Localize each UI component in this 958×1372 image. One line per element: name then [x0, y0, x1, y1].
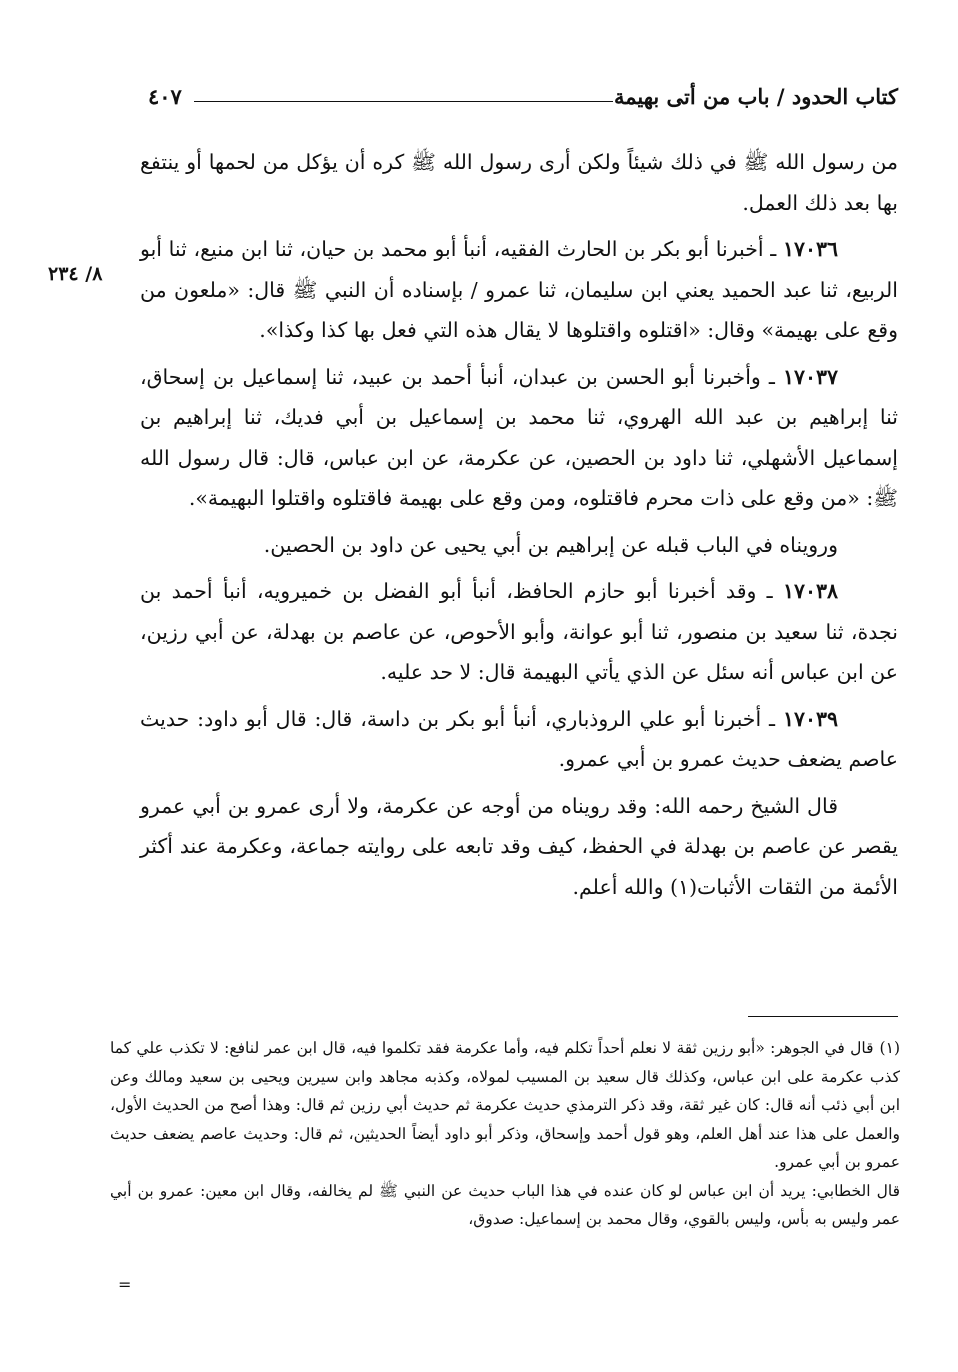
paragraph-text: ـ أخبرنا أبو بكر بن الحارث الفقيه، أنبأ أبو محمد بن حيان، ثنا ابن منيع، ثنا أبو الربيع، ثنا عبد الحميد يعني ابن سليمان، ثنا عمرو / بإسناده أن النبي ﷺ قال: «ملعون من وقع على بهيمة» وقال: «اقتلوه واقتلوها لا يقال هذه التي فعل بها كذا وكذا».: [140, 237, 898, 342]
hadith-number: ١٧٠٣٨: [782, 579, 838, 603]
footnote-number: (١): [879, 1039, 900, 1057]
hadith-paragraph: [140, 571, 898, 693]
paragraph-text: ورويناه في الباب قبله عن إبراهيم بن أبي يحيى عن داود بن الحصين.: [263, 532, 838, 557]
paragraph-text: ـ وأخبرنا أبو الحسن بن عبدان، أنبأ أحمد بن عبيد، ثنا إسماعيل بن إسحاق، ثنا إبراهيم بن عبد الله الهروي، ثنا محمد بن إسماعيل بن أبي فديك، ثنا إبراهيم بن إسماعيل الأشهلي، ثنا داود بن الحصين، عن عكرمة، عن ابن عباس، قال: قال رسول الله ﷺ: «من وقع على ذات محرم فاقتلوه، ومن وقع على بهيمة فاقتلوه واقتلوا البهيمة».: [140, 364, 898, 510]
footnote-rule: [748, 1016, 898, 1017]
hadith-number: ١٧٠٣٧: [782, 364, 838, 389]
footnote-continuation: [110, 1177, 900, 1234]
running-title: كتاب الحدود / باب من أتى بهيمة: [613, 84, 898, 109]
footnote-text: قال في الجوهر: «أبو رزين ثقة لا نعلم أحداً تكلم فيه، وأما عكرمة فقد تكلموا فيه، قال ابن عمر لنافع: لا تكذب علي كما كذب عكرمة على ابن عباس، وكذلك قال سعيد بن المسيب لمولاه، وكذبه مجاهد وابن سيرين ويحيى بن سعيد ومالك وعن ابن أبي ذئب أنه قال: كان غير ثقة، وقد ذكر الترمذي حديث عكرمة ثم حديث أبي رزين ثم قال: وهذا أصح من الحديث الأول، والعمل على هذا عند أهل العلم، وهو قول أحمد وإسحاق، وذكر أبو داود أيضاً الحديثين، ثم قال: وحديث عاصم يضعف حديث عمرو بن أبي عمرو.: [110, 1039, 900, 1171]
paragraph-text: من رسول الله ﷺ في ذلك شيئاً ولكن أرى رسول الله ﷺ كره أن يؤكل من لحمها أو ينتفع بها بعد ذلك العمل.: [140, 150, 898, 215]
paragraph-text: قال الشيخ رحمه الله: وقد رويناه من أوجه عن عكرمة، ولا أرى عمرو بن أبي عمرو يقصر عن عاصم بن بهدلة في الحفظ، كيف وقد تابعه على روايته جماعة، وعكرمة عند أكثر الأئمة من الثقات الأثبات(١) والله أعلم.: [140, 793, 898, 899]
paragraph: [140, 786, 898, 908]
paragraph-text: ـ وقد أخبرنا أبو حازم الحافظ، أنبأ أبو الفضل بن خميرويه، أنبأ أحمد بن نجدة، ثنا سعيد بن منصور، ثنا أبو عوانة، وأبو الأحوص، عن عاصم بن بهدلة، عن أبي رزين، عن ابن عباس أنه سئل عن الذي يأتي البهيمة قال: لا حد عليه.: [140, 579, 898, 684]
hadith-number: ١٧٠٣٩: [782, 706, 838, 731]
hadith-paragraph: [140, 699, 898, 780]
continuation-mark: =: [118, 1275, 132, 1294]
footnotes: [110, 1034, 900, 1234]
hadith-number: ١٧٠٣٦: [782, 237, 838, 261]
page-number: ٤٠٧: [148, 84, 182, 109]
hadith-paragraph: [140, 229, 898, 351]
paragraph: [140, 142, 898, 223]
footnote-text: قال الخطابي: يريد أن ابن عباس لو كان عنده في هذا الباب حديث عن النبي ﷺ لم يخالفه، وقال ابن معين: عمرو بن أبي عمر وليس به بأس، وليس بالقوي، وقال محمد بن إسماعيل: صدوق،: [110, 1181, 900, 1228]
main-text: [140, 142, 898, 913]
footnote: [110, 1034, 900, 1177]
page-header: [148, 84, 898, 120]
hadith-paragraph: [140, 357, 898, 519]
margin-reference: ٨/ ٢٣٤: [48, 263, 103, 285]
header-rule: [194, 101, 613, 102]
paragraph-text: ـ أخبرنا أبو علي الروذباري، أنبأ أبو بكر بن داسة، قال: قال أبو داود: حديث عاصم يضعف حديث عمرو بن أبي عمرو.: [140, 706, 898, 771]
paragraph: [140, 525, 898, 566]
